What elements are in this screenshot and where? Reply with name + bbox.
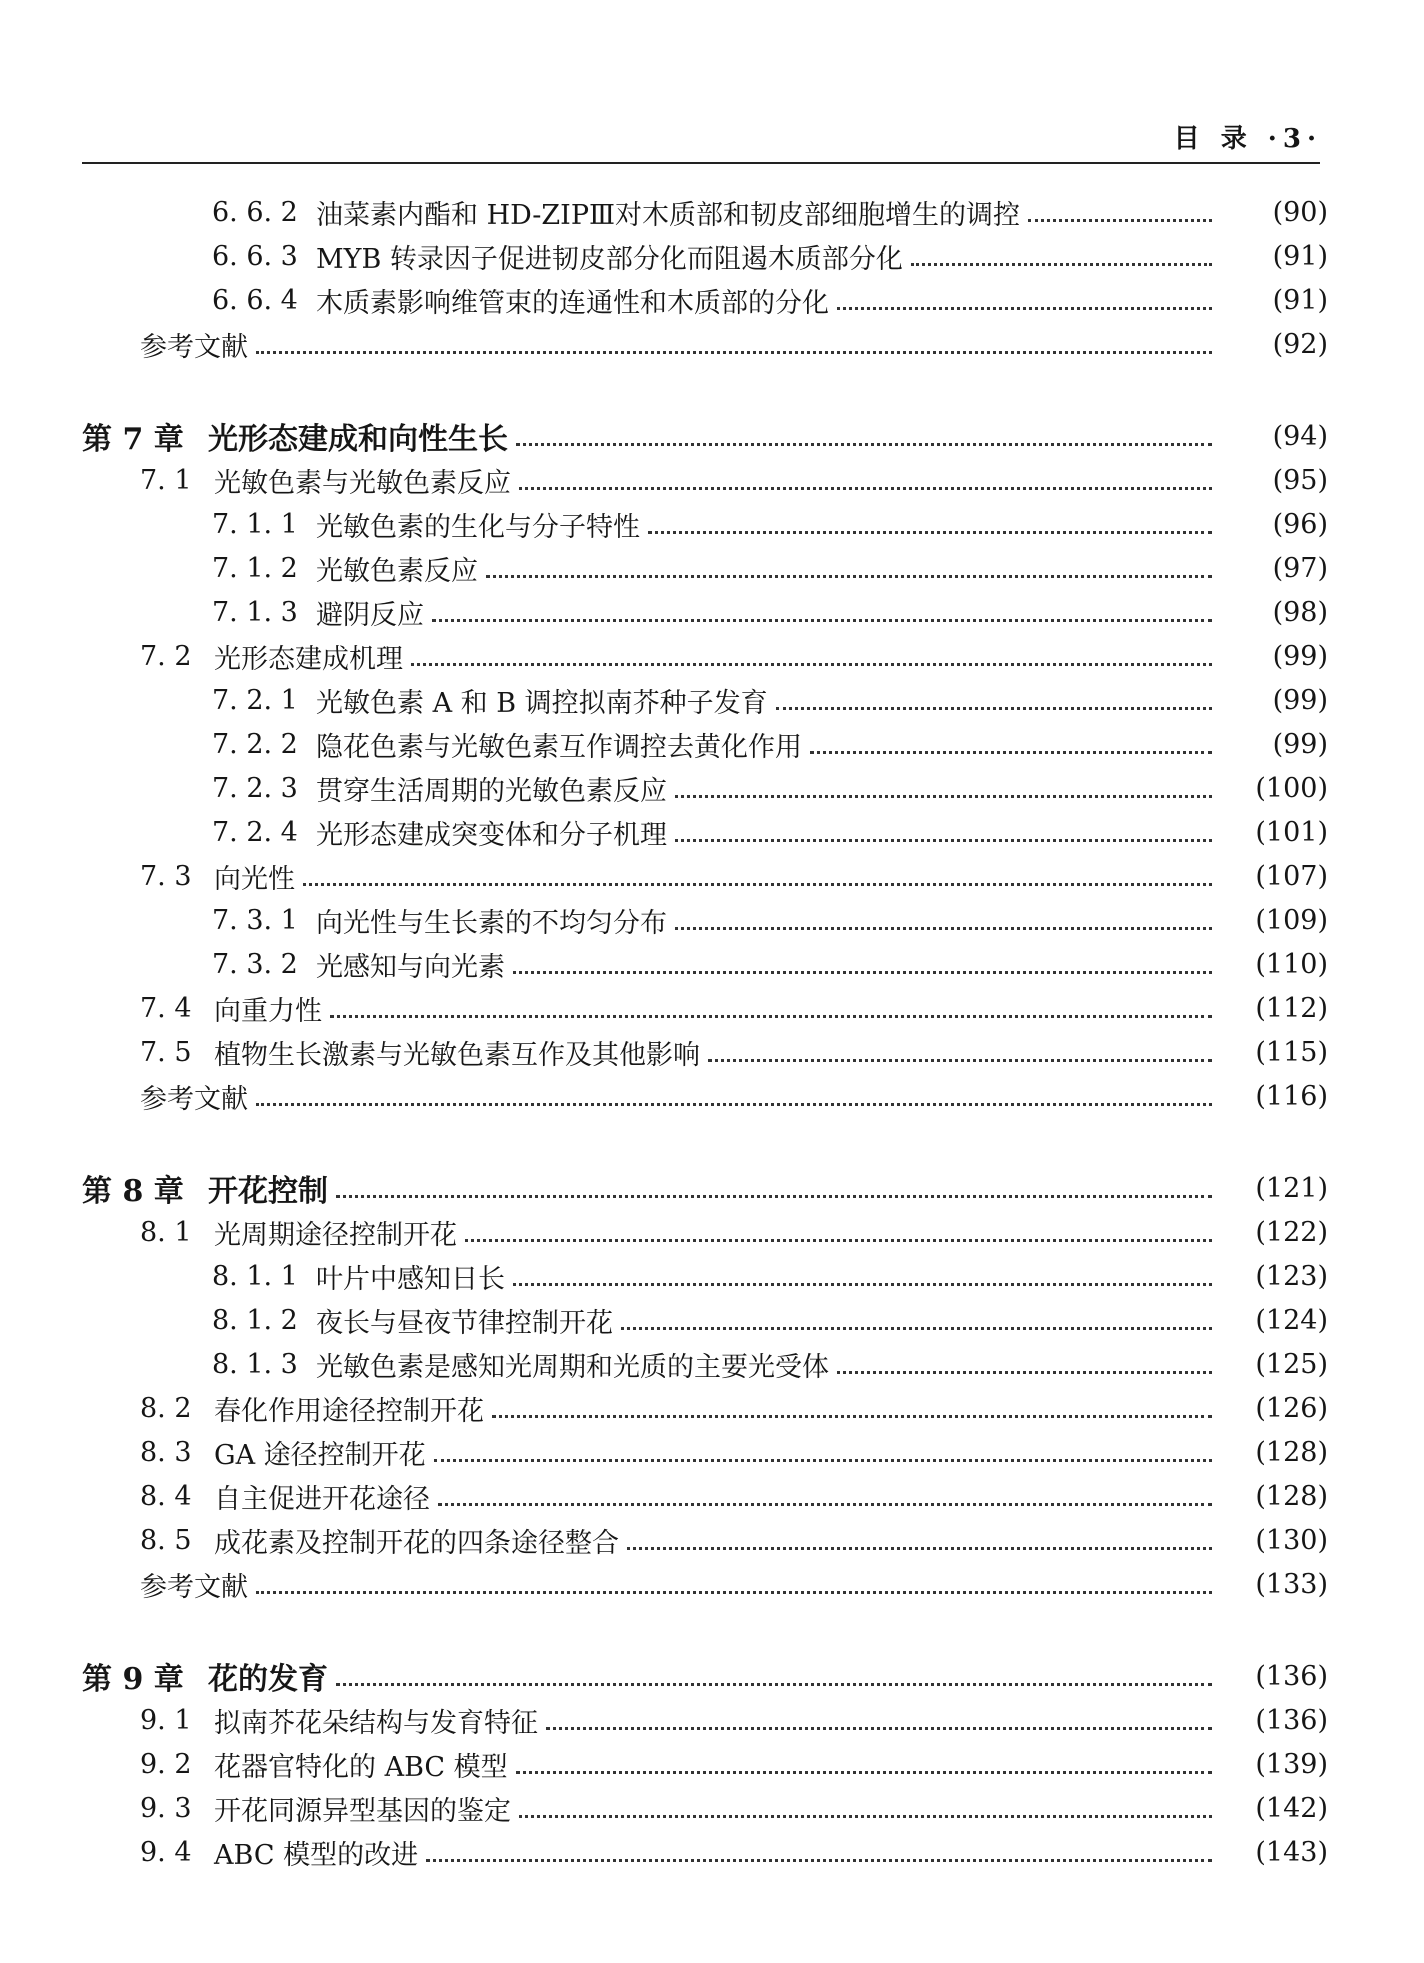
toc-number: 7. 2. 2	[212, 728, 298, 760]
toc-number: 7. 1. 1	[212, 508, 298, 540]
toc-number: 9. 3	[140, 1792, 192, 1824]
dot-leader	[256, 322, 1212, 366]
dot-leader	[546, 1698, 1212, 1742]
toc-section-entry[interactable]	[0, 1386, 1424, 1430]
toc-section-entry[interactable]	[0, 1786, 1424, 1830]
running-header	[1174, 118, 1322, 155]
toc-number: 7. 1. 3	[212, 596, 298, 628]
toc-title: 隐花色素与光敏色素互作调控去黄化作用	[316, 731, 802, 763]
toc-title: 拟南芥花朵结构与发育特征	[214, 1707, 538, 1739]
dot-leader	[336, 1654, 1212, 1698]
toc-title: 光形态建成和向性生长	[208, 422, 508, 457]
dot-leader	[675, 898, 1212, 942]
toc-references-entry[interactable]	[0, 322, 1424, 366]
toc-title: 开花同源异型基因的鉴定	[214, 1795, 511, 1827]
toc-subsection-entry[interactable]	[0, 722, 1424, 766]
toc-page-number: (95)	[1272, 464, 1328, 496]
toc-page-number: (90)	[1272, 196, 1328, 228]
toc-page-number: (116)	[1255, 1080, 1328, 1112]
toc-section-entry[interactable]	[0, 1210, 1424, 1254]
toc-page-number: (139)	[1255, 1748, 1328, 1780]
toc-page-number: (142)	[1255, 1792, 1328, 1824]
toc-page-number: (91)	[1272, 240, 1328, 272]
toc-page-number: (99)	[1272, 728, 1328, 760]
toc-number: 8. 1. 3	[212, 1348, 298, 1380]
toc-page-number: (109)	[1255, 904, 1328, 936]
toc-subsection-entry[interactable]	[0, 1254, 1424, 1298]
dot-leader	[675, 766, 1212, 810]
toc-page-number: (121)	[1255, 1172, 1328, 1204]
toc-page-number: (92)	[1272, 328, 1328, 360]
toc-title: 花的发育	[208, 1662, 328, 1697]
toc-page-number: (97)	[1272, 552, 1328, 584]
toc-section-entry[interactable]	[0, 1518, 1424, 1562]
toc-section-entry[interactable]	[0, 854, 1424, 898]
dot-leader	[516, 1742, 1212, 1786]
toc-title: 向重力性	[214, 995, 322, 1027]
dot-leader	[336, 1166, 1212, 1210]
toc-page-number: (99)	[1272, 640, 1328, 672]
toc-page-number: (128)	[1255, 1480, 1328, 1512]
toc-page-number: (100)	[1255, 772, 1328, 804]
dot-leader	[465, 1210, 1212, 1254]
toc-subsection-entry[interactable]	[0, 190, 1424, 234]
toc-section-entry[interactable]	[0, 1030, 1424, 1074]
dot-leader	[776, 678, 1212, 722]
toc-page-number: (98)	[1272, 596, 1328, 628]
toc-subsection-entry[interactable]	[0, 278, 1424, 322]
toc-number: 7. 3	[140, 860, 192, 892]
toc-number: 7. 1. 2	[212, 552, 298, 584]
table-of-contents	[0, 190, 1424, 1874]
header-rule	[82, 162, 1320, 164]
toc-number: 6. 6. 2	[212, 196, 298, 228]
toc-page-number: (126)	[1255, 1392, 1328, 1424]
toc-number: 6. 6. 4	[212, 284, 298, 316]
toc-page-number: (99)	[1272, 684, 1328, 716]
dot-leader	[516, 414, 1212, 458]
toc-page-number: (124)	[1255, 1304, 1328, 1336]
header-page-number: ·3·	[1267, 124, 1322, 154]
toc-title: 开花控制	[208, 1174, 328, 1209]
toc-number: 8. 1. 1	[212, 1260, 298, 1292]
toc-number: 8. 1. 2	[212, 1304, 298, 1336]
toc-page-number: (107)	[1255, 860, 1328, 892]
toc-title: 花器官特化的 ABC 模型	[214, 1751, 508, 1783]
toc-title: GA 途径控制开花	[214, 1439, 426, 1471]
toc-number: 7. 3. 2	[212, 948, 298, 980]
dot-leader	[303, 854, 1212, 898]
toc-title: 光敏色素的生化与分子特性	[316, 511, 640, 543]
toc-title: 油菜素内酯和 HD-ZIPⅢ对木质部和韧皮部细胞增生的调控	[316, 199, 1021, 231]
toc-page-number: (91)	[1272, 284, 1328, 316]
toc-subsection-entry[interactable]	[0, 766, 1424, 810]
toc-number: 7. 2. 1	[212, 684, 298, 716]
toc-page-number: (136)	[1255, 1660, 1328, 1692]
toc-title: 参考文献	[140, 1571, 248, 1603]
toc-chapter-entry[interactable]	[0, 1166, 1424, 1210]
toc-title: 贯穿生活周期的光敏色素反应	[316, 775, 667, 807]
toc-title: 向光性	[214, 863, 295, 895]
toc-title: 植物生长激素与光敏色素互作及其他影响	[214, 1039, 700, 1071]
toc-number: 9. 4	[140, 1836, 192, 1868]
dot-leader	[426, 1830, 1212, 1874]
toc-subsection-entry[interactable]	[0, 502, 1424, 546]
toc-title: 叶片中感知日长	[316, 1263, 505, 1295]
toc-page-number: (136)	[1255, 1704, 1328, 1736]
toc-references-entry[interactable]	[0, 1562, 1424, 1606]
toc-title: 向光性与生长素的不均匀分布	[316, 907, 667, 939]
toc-title: 成花素及控制开花的四条途径整合	[214, 1527, 619, 1559]
dot-leader	[256, 1562, 1212, 1606]
dot-leader	[708, 1030, 1212, 1074]
toc-page-number: (110)	[1255, 948, 1328, 980]
toc-section-entry[interactable]	[0, 1698, 1424, 1742]
toc-number: 7. 5	[140, 1036, 192, 1068]
toc-subsection-entry[interactable]	[0, 898, 1424, 942]
dot-leader	[256, 1074, 1212, 1118]
chapter-spacer	[0, 1606, 1424, 1654]
toc-title: 光敏色素是感知光周期和光质的主要光受体	[316, 1351, 829, 1383]
toc-title: 避阴反应	[316, 599, 424, 631]
toc-title: 木质素影响维管束的连通性和木质部的分化	[316, 287, 829, 319]
toc-page-number: (125)	[1255, 1348, 1328, 1380]
toc-number: 8. 4	[140, 1480, 192, 1512]
toc-title: 光周期途径控制开花	[214, 1219, 457, 1251]
toc-subsection-entry[interactable]	[0, 590, 1424, 634]
dot-leader	[911, 234, 1212, 278]
toc-page-number: (123)	[1255, 1260, 1328, 1292]
toc-subsection-entry[interactable]	[0, 810, 1424, 854]
toc-title: 参考文献	[140, 331, 248, 363]
toc-subsection-entry[interactable]	[0, 678, 1424, 722]
dot-leader	[627, 1518, 1212, 1562]
toc-number: 第 8 章	[82, 1174, 184, 1209]
toc-section-entry[interactable]	[0, 634, 1424, 678]
toc-number: 第 9 章	[82, 1662, 184, 1697]
dot-leader	[438, 1474, 1212, 1518]
toc-page-number: (96)	[1272, 508, 1328, 540]
toc-subsection-entry[interactable]	[0, 234, 1424, 278]
toc-page-number: (128)	[1255, 1436, 1328, 1468]
toc-title: 光敏色素 A 和 B 调控拟南芥种子发育	[316, 687, 768, 719]
toc-subsection-entry[interactable]	[0, 1298, 1424, 1342]
toc-number: 8. 1	[140, 1216, 192, 1248]
toc-page-number: (101)	[1255, 816, 1328, 848]
toc-section-entry[interactable]	[0, 458, 1424, 502]
toc-title: 光敏色素反应	[316, 555, 478, 587]
toc-number: 第 7 章	[82, 422, 184, 457]
toc-section-entry[interactable]	[0, 1474, 1424, 1518]
toc-title: ABC 模型的改进	[214, 1839, 419, 1871]
toc-number: 7. 4	[140, 992, 192, 1024]
toc-number: 9. 2	[140, 1748, 192, 1780]
dot-leader	[486, 546, 1212, 590]
dot-leader	[513, 1254, 1212, 1298]
toc-number: 9. 1	[140, 1704, 192, 1736]
toc-page-number: (112)	[1255, 992, 1328, 1024]
toc-chapter-entry[interactable]	[0, 1654, 1424, 1698]
toc-section-entry[interactable]	[0, 1742, 1424, 1786]
toc-number: 8. 5	[140, 1524, 192, 1556]
toc-title: 春化作用途径控制开花	[214, 1395, 484, 1427]
dot-leader	[492, 1386, 1212, 1430]
dot-leader	[675, 810, 1212, 854]
toc-title: 光敏色素与光敏色素反应	[214, 467, 511, 499]
dot-leader	[1028, 190, 1212, 234]
chapter-spacer	[0, 1118, 1424, 1166]
toc-number: 7. 2. 3	[212, 772, 298, 804]
toc-title: 光形态建成突变体和分子机理	[316, 819, 667, 851]
toc-section-entry[interactable]	[0, 1830, 1424, 1874]
toc-page-number: (143)	[1255, 1836, 1328, 1868]
toc-subsection-entry[interactable]	[0, 1342, 1424, 1386]
toc-number: 8. 3	[140, 1436, 192, 1468]
toc-page-number: (122)	[1255, 1216, 1328, 1248]
dot-leader	[837, 1342, 1212, 1386]
dot-leader	[519, 458, 1212, 502]
toc-number: 7. 2. 4	[212, 816, 298, 848]
dot-leader	[432, 590, 1212, 634]
toc-title: 自主促进开花途径	[214, 1483, 430, 1515]
chapter-spacer	[0, 366, 1424, 414]
header-title: 目 录	[1173, 124, 1253, 154]
dot-leader	[621, 1298, 1212, 1342]
toc-references-entry[interactable]	[0, 1074, 1424, 1118]
dot-leader	[810, 722, 1212, 766]
toc-title: 光形态建成机理	[214, 643, 403, 675]
toc-subsection-entry[interactable]	[0, 942, 1424, 986]
toc-title: 光感知与向光素	[316, 951, 505, 983]
toc-number: 7. 1	[140, 464, 192, 496]
toc-page-number: (94)	[1272, 420, 1328, 452]
toc-chapter-entry[interactable]	[0, 414, 1424, 458]
dot-leader	[837, 278, 1212, 322]
toc-number: 6. 6. 3	[212, 240, 298, 272]
toc-title: 参考文献	[140, 1083, 248, 1115]
dot-leader	[648, 502, 1212, 546]
toc-page-number: (115)	[1255, 1036, 1328, 1068]
dot-leader	[513, 942, 1212, 986]
dot-leader	[330, 986, 1212, 1030]
toc-title: 夜长与昼夜节律控制开花	[316, 1307, 613, 1339]
toc-page-number: (133)	[1255, 1568, 1328, 1600]
dot-leader	[434, 1430, 1212, 1474]
toc-number: 7. 3. 1	[212, 904, 298, 936]
dot-leader	[519, 1786, 1212, 1830]
toc-subsection-entry[interactable]	[0, 546, 1424, 590]
toc-page-number: (130)	[1255, 1524, 1328, 1556]
toc-title: MYB 转录因子促进韧皮部分化而阻遏木质部分化	[316, 243, 903, 275]
dot-leader	[411, 634, 1212, 678]
toc-section-entry[interactable]	[0, 986, 1424, 1030]
toc-number: 7. 2	[140, 640, 192, 672]
toc-section-entry[interactable]	[0, 1430, 1424, 1474]
toc-number: 8. 2	[140, 1392, 192, 1424]
